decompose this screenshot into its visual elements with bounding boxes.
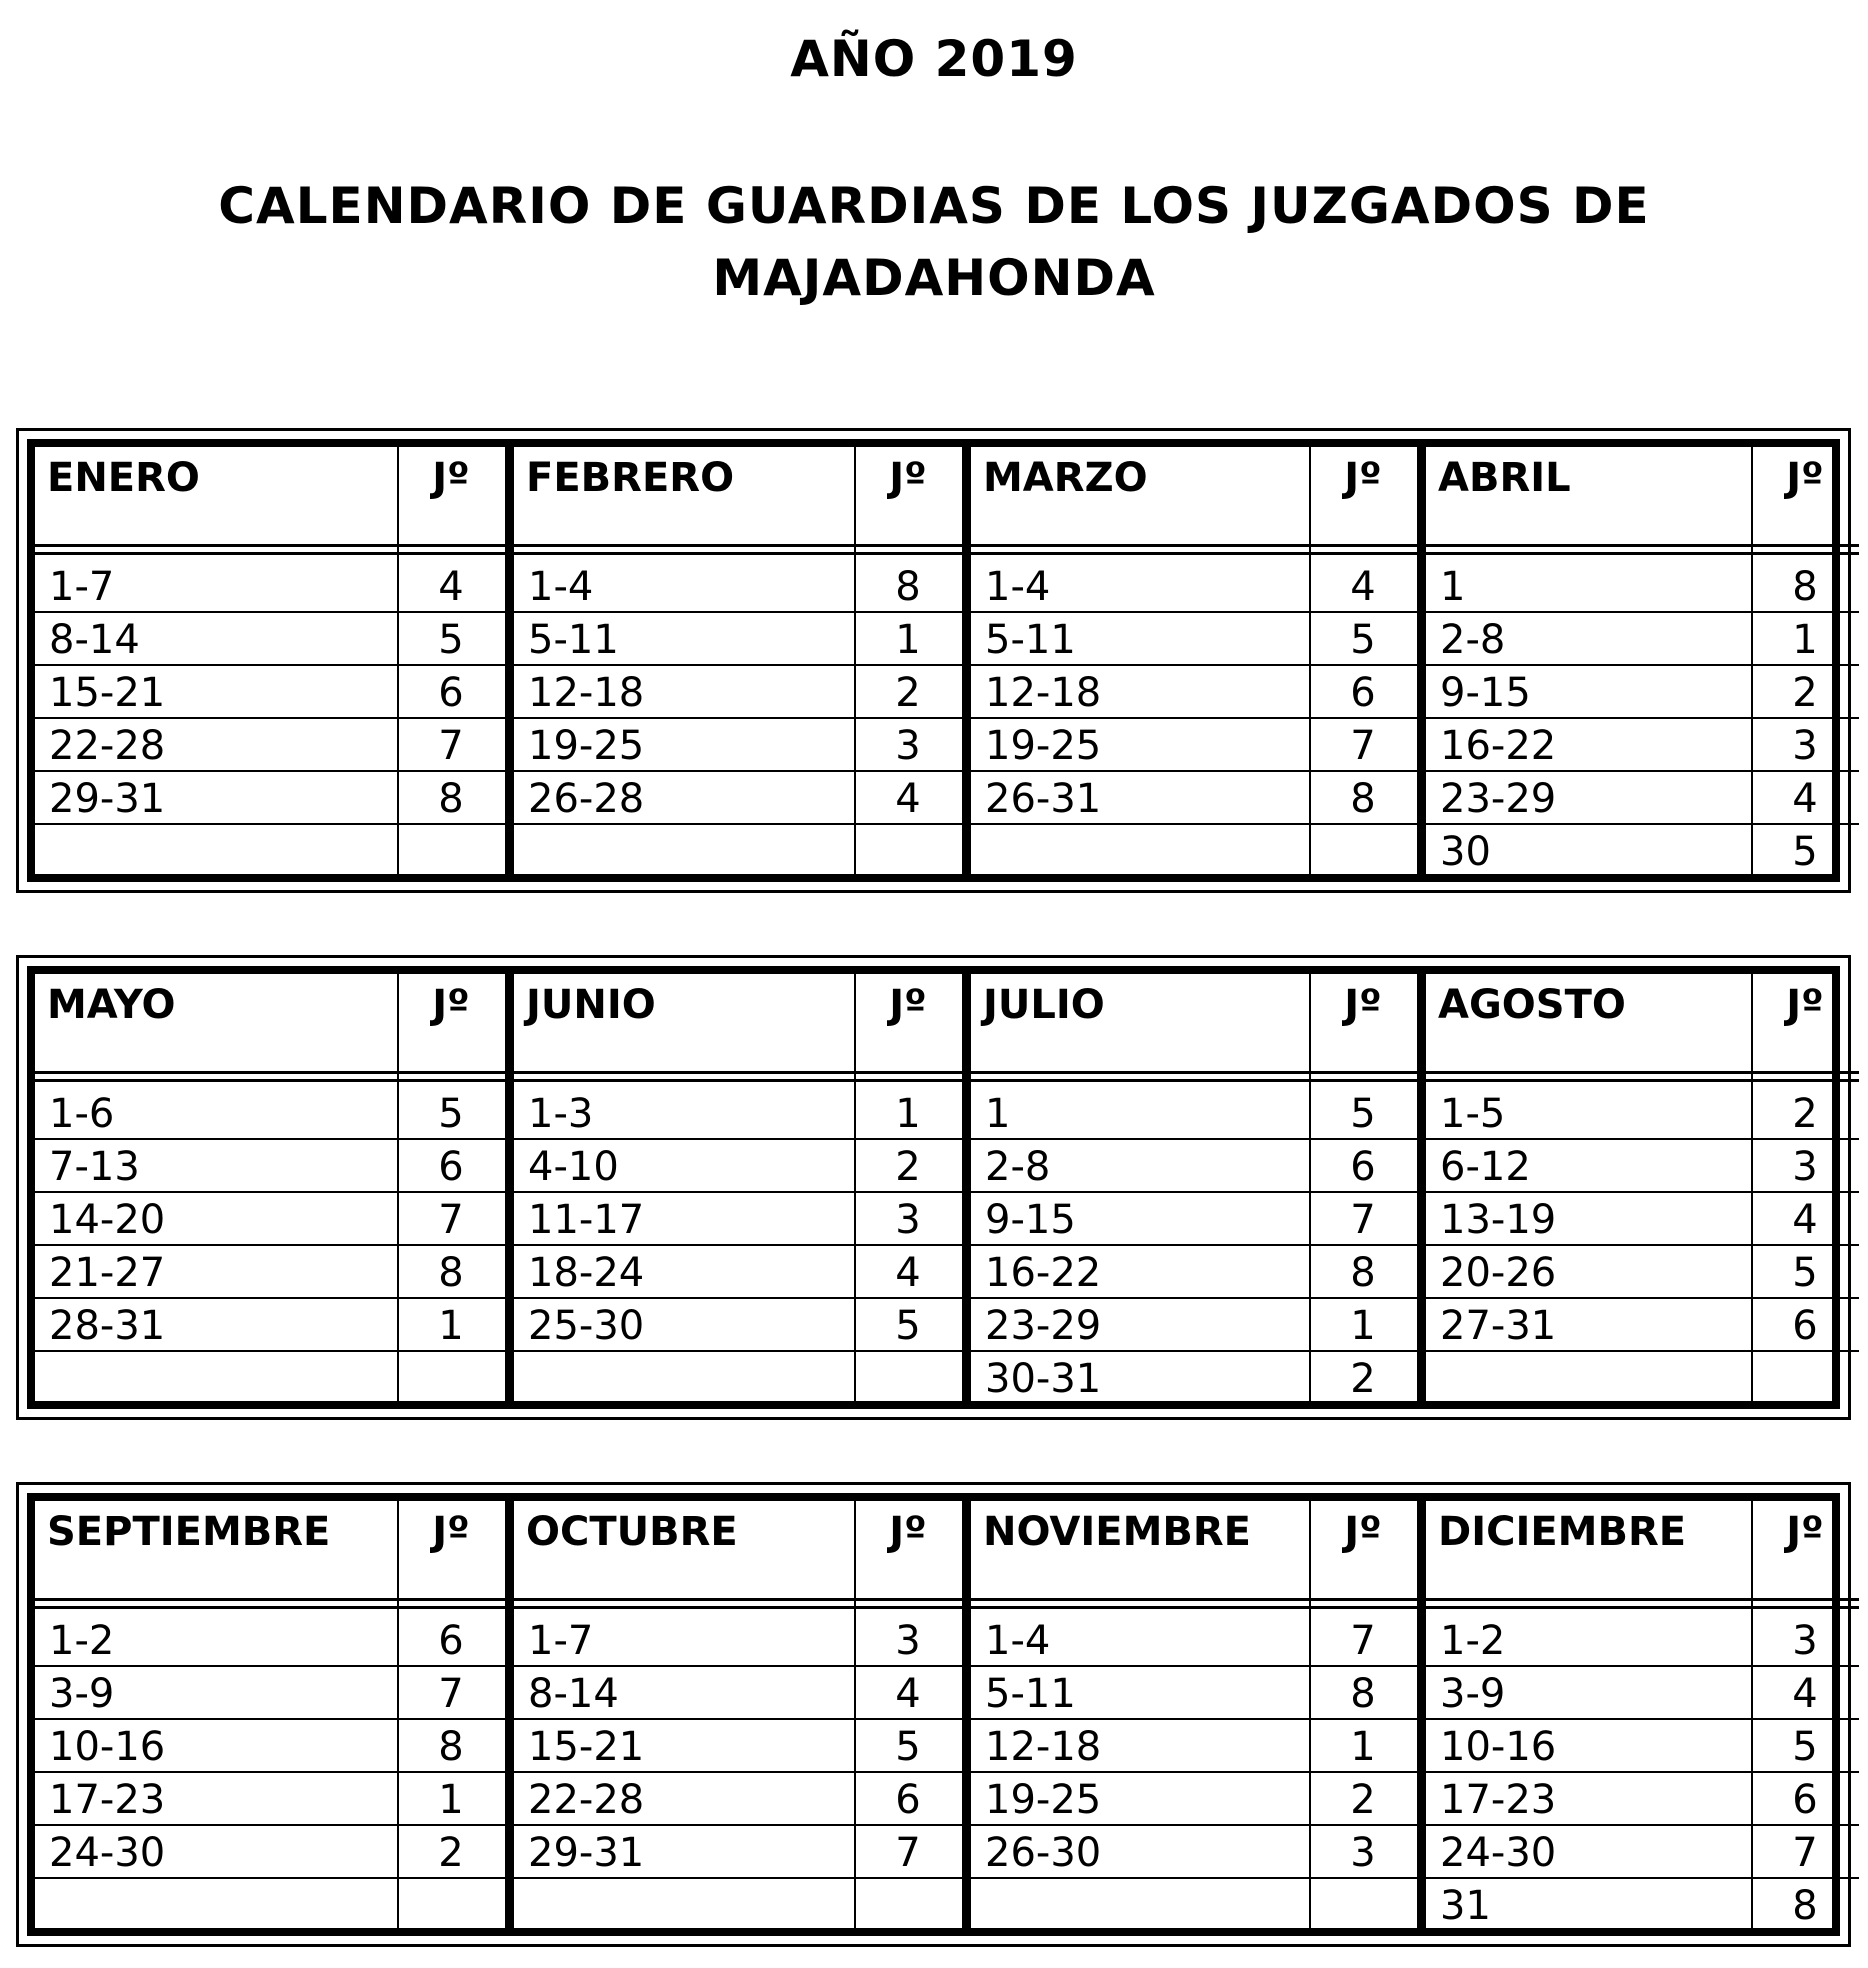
court-number: 3 bbox=[1792, 1618, 1818, 1664]
calendar-block-frame bbox=[27, 966, 1840, 1409]
court-number: 1 bbox=[438, 1303, 464, 1349]
date-range: 1-5 bbox=[1440, 1091, 1506, 1137]
table-row bbox=[971, 560, 1417, 613]
table-row bbox=[1426, 1826, 1859, 1879]
header-divider bbox=[514, 1071, 962, 1074]
court-column-header: Jº bbox=[889, 982, 927, 1028]
court-number: 2 bbox=[1792, 1091, 1818, 1137]
date-range: 1-4 bbox=[985, 564, 1051, 610]
month-table bbox=[514, 447, 962, 874]
court-number: 7 bbox=[438, 723, 464, 769]
table-row bbox=[35, 613, 505, 666]
table-row bbox=[514, 1193, 962, 1246]
header-divider bbox=[971, 1606, 1417, 1609]
month-table bbox=[971, 1501, 1417, 1928]
table-row bbox=[1426, 1246, 1859, 1299]
table-row bbox=[1426, 1352, 1859, 1405]
table-row bbox=[971, 666, 1417, 719]
month-name: AGOSTO bbox=[1438, 982, 1626, 1028]
court-number: 6 bbox=[1792, 1777, 1818, 1823]
date-range: 30 bbox=[1440, 829, 1491, 875]
header-divider bbox=[1426, 1079, 1859, 1082]
court-number: 6 bbox=[438, 1144, 464, 1190]
court-number: 5 bbox=[1350, 617, 1376, 663]
date-range: 8-14 bbox=[49, 617, 140, 663]
court-number: 7 bbox=[438, 1197, 464, 1243]
date-range: 17-23 bbox=[49, 1777, 166, 1823]
court-number: 4 bbox=[1792, 1671, 1818, 1717]
table-row bbox=[1426, 1773, 1859, 1826]
court-column-header: Jº bbox=[432, 982, 470, 1028]
month-separator bbox=[962, 974, 971, 1401]
date-range: 26-28 bbox=[528, 776, 645, 822]
date-range: 23-29 bbox=[1440, 776, 1557, 822]
court-column-header: Jº bbox=[1786, 1509, 1824, 1555]
table-row bbox=[1426, 1667, 1859, 1720]
month-table bbox=[1426, 447, 1859, 874]
table-row bbox=[514, 1720, 962, 1773]
court-number: 1 bbox=[1792, 617, 1818, 663]
header-divider bbox=[514, 544, 962, 547]
court-number: 8 bbox=[438, 1250, 464, 1296]
date-range: 5-11 bbox=[985, 1671, 1076, 1717]
table-row bbox=[35, 1826, 505, 1879]
date-range: 12-18 bbox=[985, 1724, 1102, 1770]
date-range: 17-23 bbox=[1440, 1777, 1557, 1823]
month-name: FEBRERO bbox=[526, 455, 735, 501]
court-number: 4 bbox=[895, 1250, 921, 1296]
date-range: 25-30 bbox=[528, 1303, 645, 1349]
date-range: 26-31 bbox=[985, 776, 1102, 822]
table-row bbox=[35, 1667, 505, 1720]
month-name: NOVIEMBRE bbox=[983, 1509, 1251, 1555]
table-row bbox=[35, 1246, 505, 1299]
table-row bbox=[971, 1140, 1417, 1193]
month-separator bbox=[505, 974, 514, 1401]
table-row bbox=[514, 560, 962, 613]
table-row bbox=[1426, 1087, 1859, 1140]
header-divider bbox=[1426, 1071, 1859, 1074]
date-range: 1-3 bbox=[528, 1091, 594, 1137]
table-row bbox=[35, 666, 505, 719]
court-number: 3 bbox=[895, 1618, 921, 1664]
date-range: 12-18 bbox=[528, 670, 645, 716]
document-title bbox=[100, 170, 1768, 314]
court-column-header: Jº bbox=[1344, 1509, 1382, 1555]
month-name: MARZO bbox=[983, 455, 1148, 501]
calendar-block-3 bbox=[16, 1482, 1851, 1947]
table-row bbox=[35, 772, 505, 825]
table-row bbox=[971, 1614, 1417, 1667]
date-range: 13-19 bbox=[1440, 1197, 1557, 1243]
month-table bbox=[1426, 1501, 1859, 1928]
table-row bbox=[35, 1614, 505, 1667]
month-separator bbox=[505, 447, 514, 874]
court-number: 2 bbox=[1792, 670, 1818, 716]
table-row bbox=[971, 1826, 1417, 1879]
table-row bbox=[514, 1140, 962, 1193]
court-column-header: Jº bbox=[1344, 982, 1382, 1028]
date-range: 1 bbox=[985, 1091, 1011, 1137]
court-number: 5 bbox=[1350, 1091, 1376, 1137]
header-divider bbox=[1426, 1606, 1859, 1609]
date-range: 30-31 bbox=[985, 1356, 1102, 1402]
court-number: 4 bbox=[1792, 776, 1818, 822]
court-column-header: Jº bbox=[889, 1509, 927, 1555]
date-range: 1-7 bbox=[528, 1618, 594, 1664]
table-row bbox=[35, 1352, 505, 1405]
table-row bbox=[514, 613, 962, 666]
date-range: 10-16 bbox=[49, 1724, 166, 1770]
court-number: 8 bbox=[438, 1724, 464, 1770]
court-number: 8 bbox=[895, 564, 921, 610]
calendar-block-2 bbox=[16, 955, 1851, 1420]
table-row bbox=[514, 1299, 962, 1352]
date-range: 1-4 bbox=[528, 564, 594, 610]
date-range: 19-25 bbox=[985, 723, 1102, 769]
court-number: 2 bbox=[1350, 1777, 1376, 1823]
header-divider bbox=[514, 552, 962, 555]
table-row bbox=[1426, 613, 1859, 666]
table-row bbox=[514, 772, 962, 825]
month-table bbox=[971, 974, 1417, 1401]
month-table bbox=[514, 1501, 962, 1928]
court-number: 8 bbox=[1350, 776, 1376, 822]
date-range: 1-6 bbox=[49, 1091, 115, 1137]
date-range: 9-15 bbox=[985, 1197, 1076, 1243]
table-row bbox=[514, 1087, 962, 1140]
table-row bbox=[514, 1614, 962, 1667]
court-number: 3 bbox=[1350, 1830, 1376, 1876]
date-range: 1-2 bbox=[49, 1618, 115, 1664]
table-row bbox=[971, 613, 1417, 666]
header-divider bbox=[35, 552, 505, 555]
date-range: 15-21 bbox=[528, 1724, 645, 1770]
calendar-block-frame bbox=[27, 1493, 1840, 1936]
date-range: 1-7 bbox=[49, 564, 115, 610]
table-row bbox=[1426, 772, 1859, 825]
month-table bbox=[35, 447, 505, 874]
court-number: 5 bbox=[438, 1091, 464, 1137]
table-row bbox=[971, 825, 1417, 878]
date-range: 19-25 bbox=[528, 723, 645, 769]
court-number: 2 bbox=[895, 670, 921, 716]
court-number: 6 bbox=[1350, 670, 1376, 716]
date-range: 5-11 bbox=[528, 617, 619, 663]
table-row bbox=[514, 1667, 962, 1720]
court-number: 7 bbox=[895, 1830, 921, 1876]
court-column-header: Jº bbox=[432, 455, 470, 501]
month-separator bbox=[962, 1501, 971, 1928]
table-row bbox=[971, 1773, 1417, 1826]
table-row bbox=[514, 1352, 962, 1405]
date-range: 28-31 bbox=[49, 1303, 166, 1349]
court-number: 1 bbox=[1350, 1303, 1376, 1349]
court-number: 7 bbox=[1792, 1830, 1818, 1876]
date-range: 29-31 bbox=[49, 776, 166, 822]
date-range: 7-13 bbox=[49, 1144, 140, 1190]
court-number: 6 bbox=[438, 670, 464, 716]
court-number: 4 bbox=[895, 776, 921, 822]
month-table bbox=[514, 974, 962, 1401]
header-divider bbox=[971, 1079, 1417, 1082]
table-row bbox=[35, 1299, 505, 1352]
table-row bbox=[35, 560, 505, 613]
date-range: 31 bbox=[1440, 1883, 1491, 1929]
header-divider bbox=[971, 552, 1417, 555]
court-number: 5 bbox=[1792, 1250, 1818, 1296]
month-name: JUNIO bbox=[526, 982, 656, 1028]
table-row bbox=[35, 1140, 505, 1193]
date-range: 18-24 bbox=[528, 1250, 645, 1296]
table-row bbox=[35, 1193, 505, 1246]
month-separator bbox=[505, 1501, 514, 1928]
calendar-block-1 bbox=[16, 428, 1851, 893]
court-number: 4 bbox=[1792, 1197, 1818, 1243]
date-range: 16-22 bbox=[1440, 723, 1557, 769]
table-row bbox=[971, 1879, 1417, 1932]
table-row bbox=[35, 825, 505, 878]
court-number: 4 bbox=[895, 1671, 921, 1717]
table-row bbox=[35, 719, 505, 772]
court-number: 6 bbox=[895, 1777, 921, 1823]
court-number: 1 bbox=[895, 617, 921, 663]
date-range: 27-31 bbox=[1440, 1303, 1557, 1349]
court-number: 7 bbox=[438, 1671, 464, 1717]
date-range: 26-30 bbox=[985, 1830, 1102, 1876]
table-row bbox=[1426, 1879, 1859, 1932]
court-number: 3 bbox=[1792, 1144, 1818, 1190]
date-range: 16-22 bbox=[985, 1250, 1102, 1296]
table-row bbox=[971, 1667, 1417, 1720]
date-range: 9-15 bbox=[1440, 670, 1531, 716]
table-row bbox=[1426, 666, 1859, 719]
table-row bbox=[971, 1720, 1417, 1773]
header-divider bbox=[971, 544, 1417, 547]
court-number: 1 bbox=[438, 1777, 464, 1823]
month-separator bbox=[1417, 447, 1426, 874]
date-range: 21-27 bbox=[49, 1250, 166, 1296]
date-range: 24-30 bbox=[49, 1830, 166, 1876]
date-range: 8-14 bbox=[528, 1671, 619, 1717]
header-divider bbox=[514, 1598, 962, 1601]
year-title: AÑO 2019 bbox=[790, 30, 1078, 88]
table-row bbox=[1426, 560, 1859, 613]
court-number: 5 bbox=[1792, 829, 1818, 875]
date-range: 23-29 bbox=[985, 1303, 1102, 1349]
court-column-header: Jº bbox=[432, 1509, 470, 1555]
table-row bbox=[514, 1773, 962, 1826]
court-column-header: Jº bbox=[1344, 455, 1382, 501]
calendar-block-frame bbox=[27, 439, 1840, 882]
court-number: 5 bbox=[895, 1724, 921, 1770]
court-number: 7 bbox=[1350, 1618, 1376, 1664]
date-range: 12-18 bbox=[985, 670, 1102, 716]
court-column-header: Jº bbox=[1786, 982, 1824, 1028]
court-number: 8 bbox=[1792, 564, 1818, 610]
header-divider bbox=[35, 544, 505, 547]
header-divider bbox=[35, 1071, 505, 1074]
table-row bbox=[1426, 1720, 1859, 1773]
date-range: 22-28 bbox=[528, 1777, 645, 1823]
table-row bbox=[1426, 1193, 1859, 1246]
month-name: JULIO bbox=[983, 982, 1105, 1028]
month-name: ENERO bbox=[47, 455, 200, 501]
court-number: 8 bbox=[1350, 1250, 1376, 1296]
header-divider bbox=[35, 1606, 505, 1609]
table-row bbox=[35, 1879, 505, 1932]
court-column-header: Jº bbox=[1786, 455, 1824, 501]
table-row bbox=[971, 1193, 1417, 1246]
date-range: 1-4 bbox=[985, 1618, 1051, 1664]
document-title-line-1: CALENDARIO DE GUARDIAS DE LOS JUZGADOS DE bbox=[218, 177, 1650, 235]
date-range: 1-2 bbox=[1440, 1618, 1506, 1664]
header-divider bbox=[514, 1079, 962, 1082]
month-separator bbox=[1417, 1501, 1426, 1928]
date-range: 14-20 bbox=[49, 1197, 166, 1243]
date-range: 11-17 bbox=[528, 1197, 645, 1243]
month-table bbox=[35, 1501, 505, 1928]
month-name: ABRIL bbox=[1438, 455, 1571, 501]
court-number: 6 bbox=[1350, 1144, 1376, 1190]
header-divider bbox=[514, 1606, 962, 1609]
court-number: 5 bbox=[438, 617, 464, 663]
table-row bbox=[1426, 719, 1859, 772]
court-number: 8 bbox=[1350, 1671, 1376, 1717]
table-row bbox=[514, 719, 962, 772]
document-title-line-2: MAJADAHONDA bbox=[712, 249, 1156, 307]
date-range: 4-10 bbox=[528, 1144, 619, 1190]
date-range: 19-25 bbox=[985, 1777, 1102, 1823]
date-range: 5-11 bbox=[985, 617, 1076, 663]
table-row bbox=[971, 719, 1417, 772]
date-range: 24-30 bbox=[1440, 1830, 1557, 1876]
court-number: 2 bbox=[895, 1144, 921, 1190]
court-number: 3 bbox=[895, 723, 921, 769]
table-row bbox=[971, 1087, 1417, 1140]
month-table bbox=[35, 974, 505, 1401]
court-number: 8 bbox=[438, 776, 464, 822]
date-range: 2-8 bbox=[985, 1144, 1051, 1190]
date-range: 3-9 bbox=[1440, 1671, 1506, 1717]
month-separator bbox=[1417, 974, 1426, 1401]
date-range: 3-9 bbox=[49, 1671, 115, 1717]
month-table bbox=[971, 447, 1417, 874]
court-number: 7 bbox=[1350, 1197, 1376, 1243]
table-row bbox=[35, 1087, 505, 1140]
table-row bbox=[971, 772, 1417, 825]
table-row bbox=[514, 1826, 962, 1879]
date-range: 6-12 bbox=[1440, 1144, 1531, 1190]
month-separator bbox=[962, 447, 971, 874]
date-range: 29-31 bbox=[528, 1830, 645, 1876]
court-number: 3 bbox=[895, 1197, 921, 1243]
date-range: 15-21 bbox=[49, 670, 166, 716]
header-divider bbox=[1426, 544, 1859, 547]
court-number: 1 bbox=[895, 1091, 921, 1137]
month-name: OCTUBRE bbox=[526, 1509, 738, 1555]
court-number: 2 bbox=[1350, 1356, 1376, 1402]
court-number: 2 bbox=[438, 1830, 464, 1876]
table-row bbox=[971, 1246, 1417, 1299]
court-number: 3 bbox=[1792, 723, 1818, 769]
month-name: MAYO bbox=[47, 982, 176, 1028]
month-name: DICIEMBRE bbox=[1438, 1509, 1687, 1555]
date-range: 10-16 bbox=[1440, 1724, 1557, 1770]
month-name: SEPTIEMBRE bbox=[47, 1509, 331, 1555]
court-number: 8 bbox=[1792, 1883, 1818, 1929]
header-divider bbox=[1426, 1598, 1859, 1601]
date-range: 20-26 bbox=[1440, 1250, 1557, 1296]
table-row bbox=[1426, 825, 1859, 878]
header-divider bbox=[971, 1598, 1417, 1601]
header-divider bbox=[1426, 552, 1859, 555]
table-row bbox=[514, 1879, 962, 1932]
table-row bbox=[971, 1352, 1417, 1405]
table-row bbox=[514, 1246, 962, 1299]
table-row bbox=[971, 1299, 1417, 1352]
table-row bbox=[35, 1720, 505, 1773]
table-row bbox=[1426, 1140, 1859, 1193]
court-number: 5 bbox=[895, 1303, 921, 1349]
court-column-header: Jº bbox=[889, 455, 927, 501]
header-divider bbox=[971, 1071, 1417, 1074]
table-row bbox=[35, 1773, 505, 1826]
court-number: 5 bbox=[1792, 1724, 1818, 1770]
court-number: 6 bbox=[1792, 1303, 1818, 1349]
date-range: 22-28 bbox=[49, 723, 166, 769]
date-range: 1 bbox=[1440, 564, 1466, 610]
header-divider bbox=[35, 1079, 505, 1082]
header-divider bbox=[35, 1598, 505, 1601]
date-range: 2-8 bbox=[1440, 617, 1506, 663]
table-row bbox=[1426, 1299, 1859, 1352]
court-number: 6 bbox=[438, 1618, 464, 1664]
table-row bbox=[1426, 1614, 1859, 1667]
court-number: 4 bbox=[1350, 564, 1376, 610]
table-row bbox=[514, 666, 962, 719]
court-number: 7 bbox=[1350, 723, 1376, 769]
month-table bbox=[1426, 974, 1859, 1401]
table-row bbox=[514, 825, 962, 878]
court-number: 1 bbox=[1350, 1724, 1376, 1770]
court-number: 4 bbox=[438, 564, 464, 610]
